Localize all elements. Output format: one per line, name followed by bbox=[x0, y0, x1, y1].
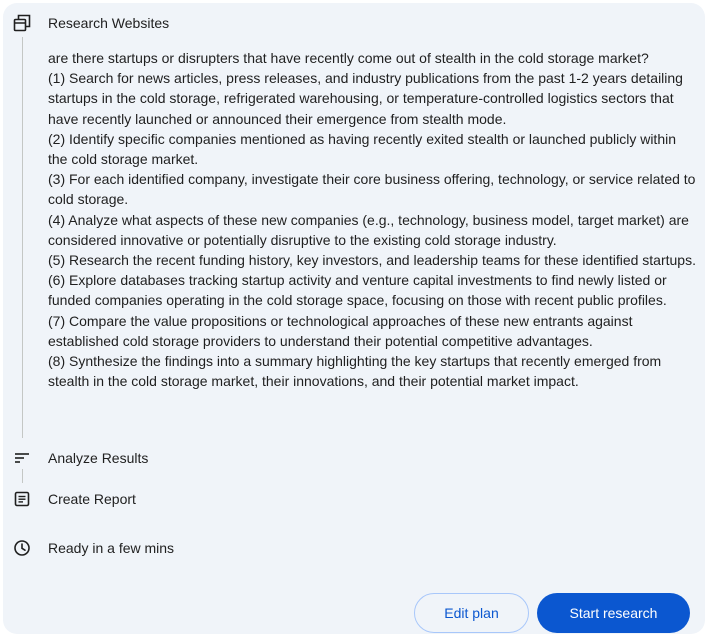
step-research-websites bbox=[3, 10, 705, 36]
plan-item: (4) Analyze what aspects of these new companies (e.g., technology, business model, target market) are considered innovative or potentially disruptive to the existing cold storage industry. bbox=[48, 211, 689, 248]
plan-item: (2) Identify specific companies mentioned as having recently exited stealth or launched publicly within the cold storage market. bbox=[48, 130, 677, 168]
plan-item: (1) Search for news articles, press releases, and industry publications from the past 1-2 years detailing startups in the cold storage, refrigerated warehousing, or temperature-controlled logistics sectors that have recently launched or announced their emergence from stealth mode. bbox=[48, 70, 683, 127]
plan-item: (8) Synthesize the findings into a summary highlighting the key startups that recently emerged from stealth in the cold storage market, their innovations, and their potential market impact. bbox=[48, 353, 662, 390]
step-analyze-results bbox=[3, 445, 705, 471]
plan-item: (3) For each identified company, investigate their core business offering, technology, or service related to cold storage. bbox=[48, 171, 696, 208]
timeline-connector bbox=[22, 469, 23, 483]
timeline-connector bbox=[22, 37, 23, 438]
research-plan-text bbox=[48, 48, 698, 391]
plan-item: (6) Explore databases tracking startup activity and venture capital investments to find newly listed or funded companies operating in the cold storage space, focusing on those with recent public profiles. bbox=[48, 272, 667, 309]
step-label: Analyze Results bbox=[48, 450, 149, 466]
step-label: Research Websites bbox=[48, 15, 170, 31]
edit-plan-button[interactable]: Edit plan bbox=[414, 593, 529, 633]
step-ready-status bbox=[3, 535, 705, 561]
step-label: Create Report bbox=[48, 491, 136, 507]
plan-item: (5) Research the recent funding history, key investors, and leadership teams for these identified startups. bbox=[48, 252, 696, 269]
start-research-button[interactable]: Start research bbox=[537, 593, 690, 633]
clock-icon bbox=[13, 539, 31, 557]
document-icon bbox=[13, 490, 31, 508]
research-plan-card bbox=[3, 3, 705, 634]
sort-lines-icon bbox=[13, 449, 31, 467]
step-label: Ready in a few mins bbox=[48, 540, 175, 556]
step-create-report bbox=[3, 486, 705, 512]
plan-question: are there startups or disrupters that have recently come out of stealth in the cold storage market? bbox=[48, 50, 649, 66]
plan-item: (7) Compare the value propositions or technological approaches of these new entrants against established cold storage providers to understand their potential competitive advantages. bbox=[48, 312, 633, 349]
browser-window-icon bbox=[13, 14, 31, 32]
